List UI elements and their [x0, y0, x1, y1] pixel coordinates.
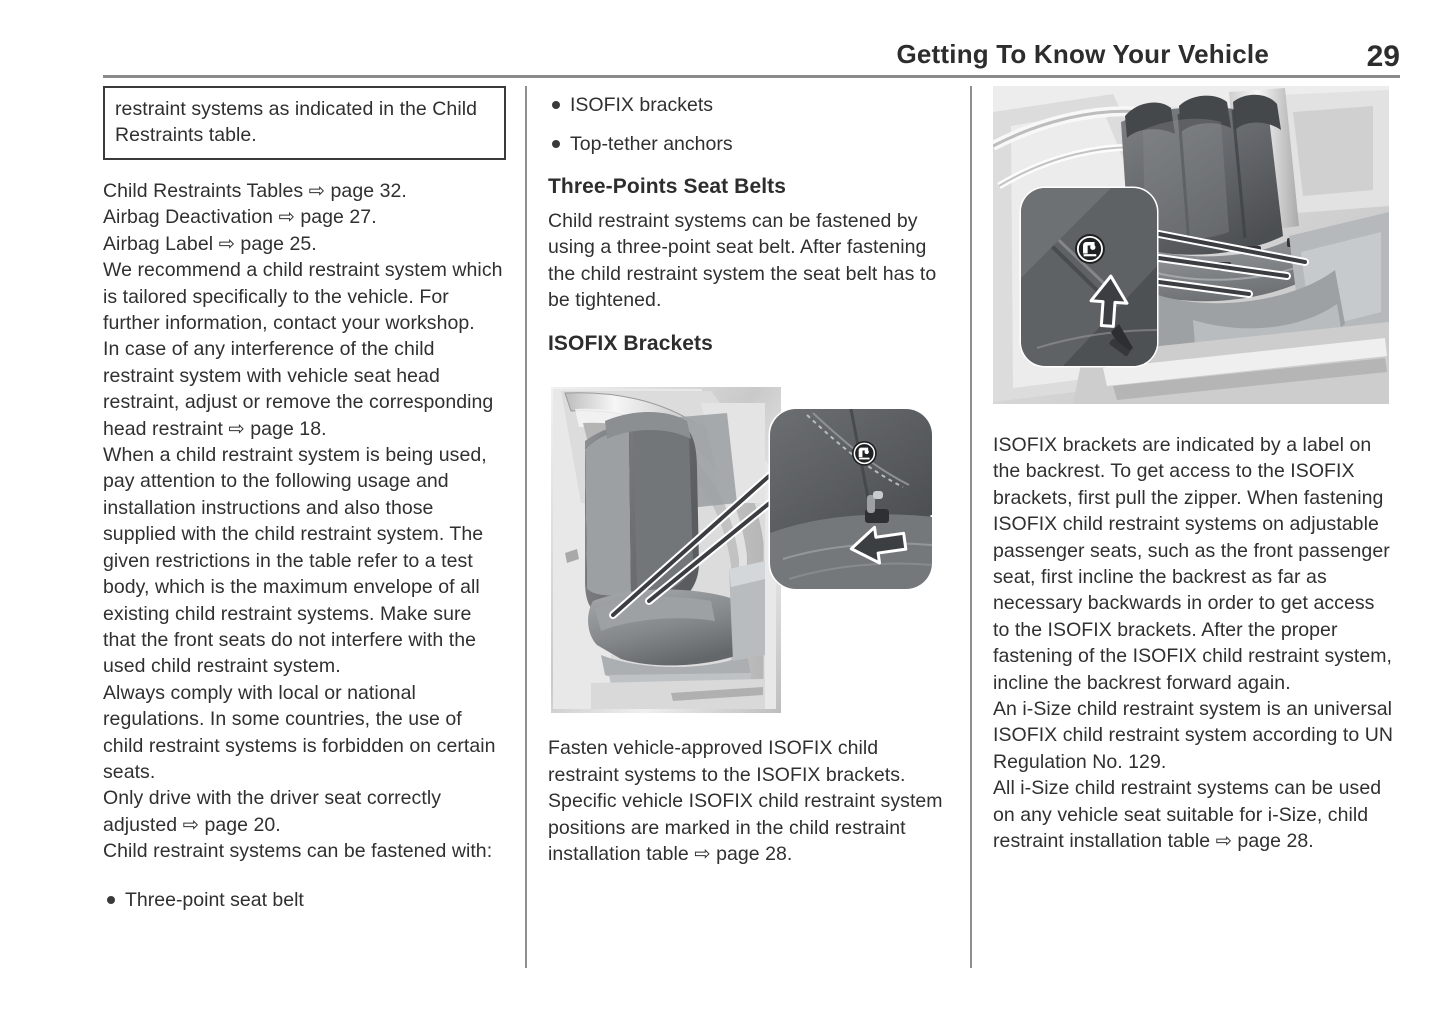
page-columns: [0, 86, 1445, 986]
rear-seat-illustration: [993, 86, 1389, 404]
bullet-dot-icon: [107, 896, 115, 904]
ref-child-restraints-tables: Child Restraints Tables ⇨ page 32.: [103, 180, 407, 202]
isofix-child-seat-pictogram-icon: [1075, 234, 1105, 264]
ref-airbag-deactivation: Airbag Deactivation ⇨ page 27.: [103, 206, 377, 229]
paragraph-recommend: We recommend a child restraint system which is tailored specifically to the vehicle. For further information, contact your workshop.: [103, 259, 503, 335]
figure-caption-front-seat: Fasten vehicle-approved ISOFIX child restraint systems to the ISOFIX brackets. Specific vehicle ISOFIX child restraint system positions are marked in the child restraint installation table ⇨ page 28.: [548, 737, 943, 866]
heading-three-points-seat-belts: Three-Points Seat Belts: [548, 174, 787, 198]
fastening-options-list-part1: [103, 887, 505, 913]
front-seat-illustration: [551, 383, 943, 713]
isofix-child-seat-pictogram-icon: [852, 441, 877, 466]
column-1: [103, 86, 505, 926]
page-number: 29: [1366, 40, 1400, 73]
figure-front-seat-isofix: [551, 383, 943, 713]
callout-magnifier-rear-seat: [1021, 188, 1157, 366]
paragraph-isofix-label: ISOFIX brackets are indicated by a label on the backrest. To get access to the ISOFIX brackets, first pull the zipper. When fastening ISOFIX child restraint systems on adjustable passenger seats, such as the front passenger seat, first incline the backrest as far as necessary backwards in order to get access to the ISOFIX brackets. After the proper fastening of the ISOFIX child restraint system, incline the backrest forward again.: [993, 434, 1393, 694]
column-3: [993, 86, 1395, 855]
paragraph-usage: When a child restraint system is being used, pay attention to the following usage and installation instructions and also those supplied with the child restraint system. The given restrictions in the table refer to a test body, which is the maximum envelope of all existing child restraint systems. Make sure that the front seats do not interfere with the used child restraint system.: [103, 444, 487, 678]
paragraph-three-points: Child restraint systems can be fastened by using a three-point seat belt. After fastening the child restraint system the seat belt has to be tightened.: [548, 209, 937, 312]
heading-isofix-brackets: ISOFIX Brackets: [548, 332, 713, 356]
column-2: [548, 86, 950, 867]
fastening-options-list-part2: [548, 92, 950, 158]
bullet-dot-icon: [552, 101, 560, 109]
paragraph-isize: An i-Size child restraint system is an universal ISOFIX child restraint system according to UN Regulation No. 129.: [993, 698, 1393, 773]
column-divider-2: [970, 86, 972, 968]
list-item-label: Three-point seat belt: [125, 888, 304, 911]
header-rule: [103, 75, 1400, 78]
bullet-dot-icon: [552, 140, 560, 148]
column-divider-1: [525, 86, 527, 968]
paragraph-driver-seat: Only drive with the driver seat correctly adjusted ⇨ page 20.: [103, 787, 441, 836]
paragraph-regulations: Always comply with local or national regulations. In some countries, the use of child restraint systems is forbidden on certain seats.: [103, 681, 496, 783]
notice-box: [103, 86, 506, 160]
paragraph-fastened-with: Child restraint systems can be fastened with:: [103, 840, 493, 863]
page-header: [103, 34, 1400, 78]
page-title: Getting To Know Your Vehicle: [896, 39, 1269, 69]
list-item: [548, 92, 950, 118]
notice-text: restraint systems as indicated in the Child Restraints table.: [115, 98, 477, 146]
list-item-label: ISOFIX brackets: [570, 94, 714, 116]
paragraph-interference: In case of any interference of the child restraint system with vehicle seat head restraint, adjust or remove the corresponding head restraint ⇨ page 18.: [103, 338, 494, 440]
list-item-label: Top-tether anchors: [570, 133, 733, 156]
ref-airbag-label: Airbag Label ⇨ page 25.: [103, 232, 317, 255]
figure-rear-seat-isofix: [993, 86, 1389, 404]
list-item: [548, 131, 950, 157]
callout-magnifier-front-seat: [770, 409, 932, 589]
paragraph-isize-use: All i-Size child restraint systems can be used on any vehicle seat suitable for i-Size, child restraint installation table ⇨ page 28.: [993, 777, 1382, 853]
list-item: [103, 887, 505, 913]
